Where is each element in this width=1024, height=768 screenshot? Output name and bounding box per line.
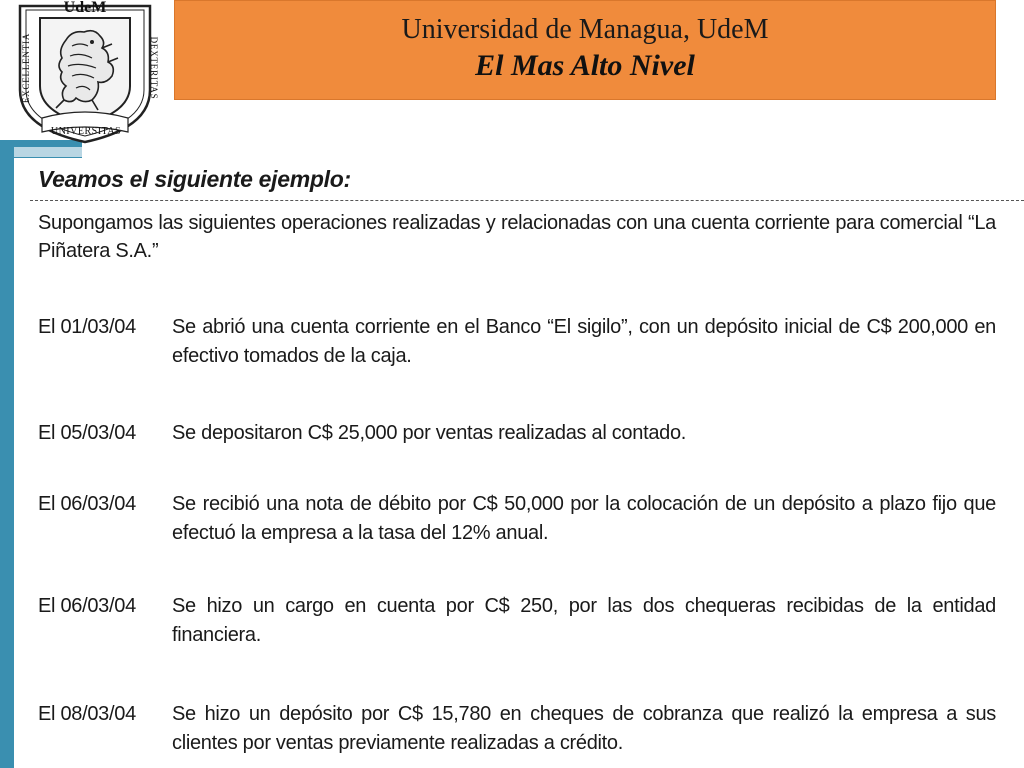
entry-text: Se recibió una nota de débito por C$ 50,000 por la colocación de un depósito a plazo fijo que efectuó la empresa a la tasa del 12% anual. xyxy=(172,493,996,544)
header-banner xyxy=(174,0,996,100)
university-title: Universidad de Managua, UdeM xyxy=(401,14,769,45)
entry-date: El 05/03/04 xyxy=(38,422,136,444)
entry-date: El 06/03/04 xyxy=(38,595,136,617)
heading-divider xyxy=(30,200,1024,201)
logo-bottom-text: UNIVERSITAS xyxy=(50,126,122,137)
section-heading: Veamos el siguiente ejemplo: xyxy=(38,166,351,192)
entry-text: Se hizo un depósito por C$ 15,780 en cheques de cobranza que realizó la empresa a sus clientes por ventas previamente realizadas a crédito. xyxy=(172,703,996,754)
entry-date: El 08/03/04 xyxy=(38,703,136,725)
logo-top-text: UdeM xyxy=(63,0,107,16)
entry-text: Se hizo un cargo en cuenta por C$ 250, por las dos chequeras recibidas de la entidad financiera. xyxy=(172,595,996,646)
entry-date: El 01/03/04 xyxy=(38,316,136,338)
left-accent-bar xyxy=(0,140,14,768)
logo-right-text: DEXTERITAS xyxy=(149,36,159,100)
entry-date: El 06/03/04 xyxy=(38,493,136,515)
entry-text: Se abrió una cuenta corriente en el Banco “El sigilo”, con un depósito inicial de C$ 200,000 en efectivo tomados de la caja. xyxy=(172,316,996,367)
university-crest-logo xyxy=(6,0,164,146)
accent-notch-highlight xyxy=(14,147,82,157)
intro-paragraph: Supongamos las siguientes operaciones realizadas y relacionadas con una cuenta corriente para comercial “La Piñatera S.A.” xyxy=(38,212,996,262)
university-motto: El Mas Alto Nivel xyxy=(475,49,695,82)
entry-text: Se depositaron C$ 25,000 por ventas realizadas al contado. xyxy=(172,422,687,444)
logo-left-text: EXCELLENTIA xyxy=(21,32,31,104)
